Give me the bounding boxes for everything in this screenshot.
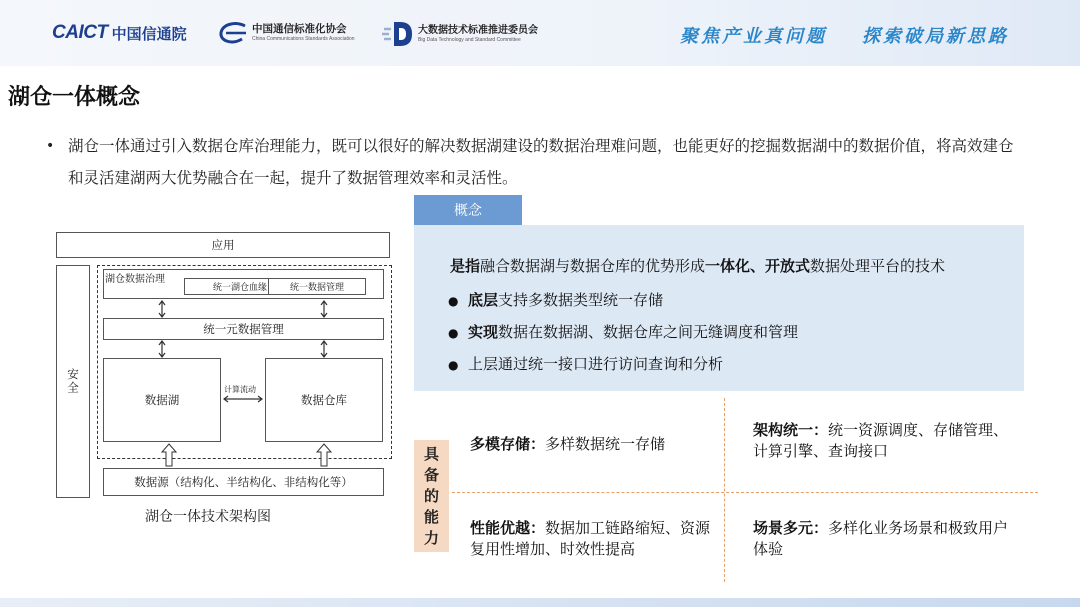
capability-label-char: 备 bbox=[423, 465, 439, 484]
capability-title: 架构统一： bbox=[753, 421, 829, 439]
capability-text: 多样化业务场景和极致用户体验 bbox=[753, 519, 1009, 558]
arrow-meta-lake bbox=[156, 340, 168, 358]
security-layer bbox=[56, 265, 90, 498]
arrow-gov-meta-left bbox=[156, 300, 168, 318]
data-sources-box bbox=[103, 468, 384, 496]
concept-item: ● 上层通过统一接口进行访问查询和分析 bbox=[448, 355, 724, 373]
capability-label bbox=[414, 440, 449, 552]
capability-label-char: 具 bbox=[423, 444, 439, 463]
governance-item-lineage: 统一湖仓血缘 bbox=[184, 278, 296, 295]
ccsa-logo bbox=[218, 22, 355, 44]
caict-logo bbox=[52, 22, 187, 44]
concept-item: ● 实现数据在数据湖、数据仓库之间无缝调度和管理 bbox=[448, 323, 799, 341]
concept-list bbox=[448, 285, 798, 381]
capability-text: 多样数据统一存储 bbox=[545, 435, 666, 453]
concept-item: ● 底层支持多数据类型统一存储 bbox=[448, 291, 664, 309]
bigdata-logo bbox=[380, 20, 538, 48]
intro-text: 湖仓一体通过引入数据仓库治理能力，既可以很好的解决数据湖建设的数据治理难问题，也能更好的挖掘数据湖中的数据价值，将高效建仓和灵活建湖两大优势融合在一起，提升了数据管理效率和灵活性。 bbox=[68, 137, 1014, 187]
bigdata-name-en: Big Data Technology and Standard Committee bbox=[418, 37, 521, 43]
concept-panel bbox=[414, 225, 1024, 391]
metadata-box bbox=[103, 318, 384, 340]
capability-performance bbox=[470, 518, 720, 560]
data-warehouse-label: 数据仓库 bbox=[301, 393, 347, 407]
concept-item-text: 支持多数据类型统一存储 bbox=[498, 291, 664, 309]
architecture-diagram bbox=[56, 232, 392, 502]
concept-lead-text-2: 数据处理平台的技术 bbox=[810, 257, 946, 275]
compute-flow-label: 计算流动 bbox=[224, 385, 256, 394]
source-arrow-left bbox=[161, 443, 177, 467]
data-lake-box bbox=[103, 358, 221, 442]
data-sources-label: 数据源（结构化、半结构化、非结构化等） bbox=[134, 475, 353, 489]
slogan-1: 聚焦产业真问题 bbox=[680, 26, 827, 47]
intro-bullet: • bbox=[46, 138, 55, 154]
ccsa-name-en: China Communications Standards Association bbox=[252, 36, 355, 42]
capability-title: 多模存储： bbox=[470, 435, 546, 453]
capability-divider-vertical bbox=[724, 398, 725, 582]
governance-item-data-mgmt: 统一数据管理 bbox=[268, 278, 366, 295]
capability-title: 性能优越： bbox=[470, 519, 546, 537]
capability-label-char: 能 bbox=[423, 507, 439, 526]
concept-item-bold: 实现 bbox=[468, 323, 499, 341]
security-label: 安全 bbox=[66, 368, 80, 395]
caict-logo-cn: 中国信通院 bbox=[111, 24, 187, 43]
intro-paragraph bbox=[46, 130, 1016, 194]
arrow-gov-meta-right bbox=[318, 300, 330, 318]
governance-title: 湖仓数据治理 bbox=[105, 274, 165, 285]
concept-tag: 概念 bbox=[414, 195, 522, 225]
source-arrow-right bbox=[316, 443, 332, 467]
capability-unified-architecture bbox=[753, 420, 1023, 462]
metadata-label: 统一元数据管理 bbox=[203, 322, 284, 336]
capability-divider-horizontal bbox=[452, 492, 1038, 493]
arrow-meta-warehouse bbox=[318, 340, 330, 358]
ccsa-name-cn: 中国通信标准化协会 bbox=[252, 23, 347, 35]
caict-logo-en: CAICT bbox=[52, 22, 108, 43]
header-band bbox=[0, 0, 1080, 66]
concept-lead-text-1: 融合数据湖与数据仓库的优势形成 bbox=[480, 257, 706, 275]
app-layer bbox=[56, 232, 390, 258]
data-warehouse-box bbox=[265, 358, 383, 442]
governance-box bbox=[103, 269, 384, 299]
capability-multimodal-storage bbox=[470, 434, 720, 455]
concept-lead bbox=[450, 255, 945, 276]
compute-flow-arrow bbox=[222, 394, 264, 404]
slogan-2: 探索破局新思路 bbox=[862, 26, 1009, 47]
data-lake-label: 数据湖 bbox=[144, 393, 180, 407]
capability-text: 统一资源调度、存储管理、计算引擎、查询接口 bbox=[753, 421, 1009, 460]
bigdata-mark-icon bbox=[380, 20, 414, 48]
bigdata-name-cn: 大数据技术标准推进委员会 bbox=[418, 25, 538, 36]
capability-label-char: 的 bbox=[423, 486, 439, 505]
concept-item-bold: 底层 bbox=[468, 291, 499, 309]
concept-item-text: 上层通过统一接口进行访问查询和分析 bbox=[468, 355, 724, 373]
capability-diverse-scenarios bbox=[753, 518, 1023, 560]
concept-lead-bold-1: 是指 bbox=[450, 257, 481, 275]
app-layer-label: 应用 bbox=[211, 238, 235, 252]
concept-item-text: 数据在数据湖、数据仓库之间无缝调度和管理 bbox=[498, 323, 799, 341]
concept-lead-bold-2: 一体化、开放式 bbox=[705, 257, 811, 275]
page-title: 湖仓一体概念 bbox=[8, 85, 141, 110]
capability-text: 数据加工链路缩短、资源复用性增加、时效性提高 bbox=[470, 519, 711, 558]
capability-title: 场景多元： bbox=[753, 519, 829, 537]
diagram-caption: 湖仓一体技术架构图 bbox=[145, 509, 271, 525]
ccsa-mark-icon bbox=[218, 22, 248, 44]
capability-label-char: 力 bbox=[423, 528, 439, 547]
footer-strip bbox=[0, 598, 1080, 607]
